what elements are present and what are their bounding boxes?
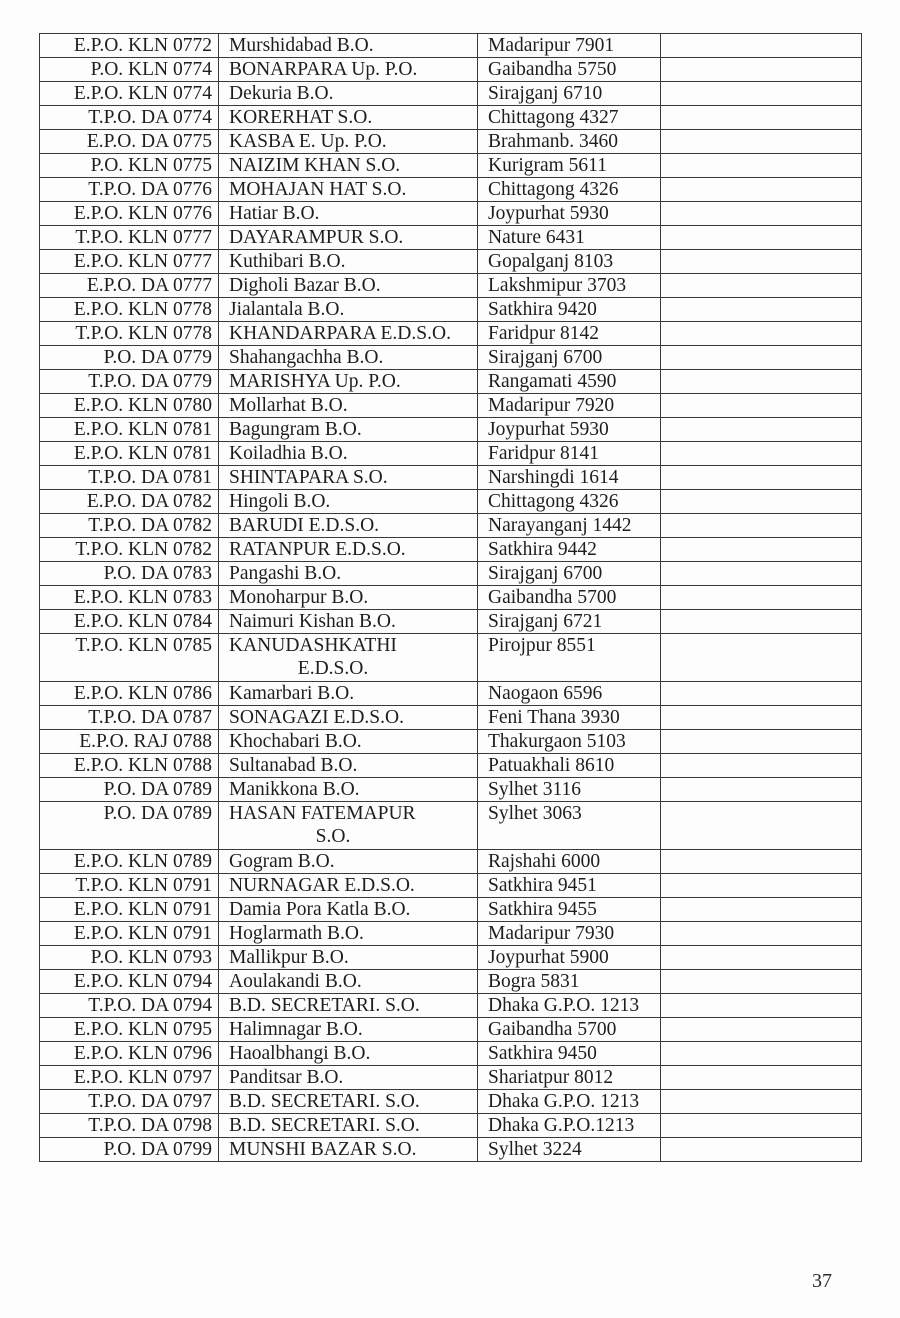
blank-cell <box>661 946 862 970</box>
district-postcode-cell: Joypurhat 5900 <box>478 946 661 970</box>
district-postcode-cell: Nature 6431 <box>478 226 661 250</box>
office-name-cell <box>219 874 478 898</box>
district-postcode-cell: Shariatpur 8012 <box>478 1066 661 1090</box>
office-name-cell <box>219 1090 478 1114</box>
office-name-cell <box>219 538 478 562</box>
office-name: Hingoli B.O. <box>229 491 331 512</box>
office-name: B.D. SECRETARI. S.O. <box>229 995 420 1016</box>
district-postcode-cell: Naogaon 6596 <box>478 682 661 706</box>
blank-cell <box>661 850 862 874</box>
office-name-cell <box>219 994 478 1018</box>
office-code-cell: E.P.O. KLN 0780 <box>40 394 219 418</box>
office-name-cell <box>219 106 478 130</box>
office-name-cell <box>219 418 478 442</box>
blank-cell <box>661 346 862 370</box>
table-row <box>40 994 862 1018</box>
blank-cell <box>661 610 862 634</box>
office-name-cell <box>219 1138 478 1162</box>
table-row <box>40 202 862 226</box>
office-code-cell: E.P.O. DA 0782 <box>40 490 219 514</box>
office-code-cell: P.O. DA 0783 <box>40 562 219 586</box>
office-code-cell: E.P.O. KLN 0784 <box>40 610 219 634</box>
office-name: MARISHYA Up. P.O. <box>229 371 401 392</box>
office-name-cell <box>219 706 478 730</box>
office-name-cell <box>219 1114 478 1138</box>
office-name-cell <box>219 82 478 106</box>
district-postcode-cell: Joypurhat 5930 <box>478 418 661 442</box>
office-name-cell <box>219 610 478 634</box>
blank-cell <box>661 322 862 346</box>
office-code-cell: T.P.O. DA 0782 <box>40 514 219 538</box>
office-name-cell <box>219 682 478 706</box>
blank-cell <box>661 106 862 130</box>
table-row <box>40 130 862 154</box>
table-row <box>40 250 862 274</box>
office-name-cell <box>219 466 478 490</box>
district-postcode-cell: Patuakhali 8610 <box>478 754 661 778</box>
office-code-cell: E.P.O. KLN 0776 <box>40 202 219 226</box>
district-postcode-cell: Dhaka G.P.O. 1213 <box>478 994 661 1018</box>
office-name-cell <box>219 1018 478 1042</box>
blank-cell <box>661 514 862 538</box>
district-postcode-cell: Madaripur 7920 <box>478 394 661 418</box>
office-name-cell <box>219 130 478 154</box>
office-code-cell: T.P.O. DA 0774 <box>40 106 219 130</box>
table-row <box>40 946 862 970</box>
district-postcode-cell: Rangamati 4590 <box>478 370 661 394</box>
blank-cell <box>661 1066 862 1090</box>
blank-cell <box>661 1114 862 1138</box>
office-name: Bagungram B.O. <box>229 419 362 440</box>
office-name: RATANPUR E.D.S.O. <box>229 539 406 560</box>
table-row <box>40 1018 862 1042</box>
office-name: Murshidabad B.O. <box>229 35 374 56</box>
blank-cell <box>661 394 862 418</box>
blank-cell <box>661 226 862 250</box>
office-code-cell: E.P.O. KLN 0796 <box>40 1042 219 1066</box>
office-name-cell <box>219 754 478 778</box>
office-name-cell <box>219 514 478 538</box>
office-code-cell: T.P.O. DA 0794 <box>40 994 219 1018</box>
office-name: NURNAGAR E.D.S.O. <box>229 875 415 896</box>
office-name: Damia Pora Katla B.O. <box>229 899 411 920</box>
table-row <box>40 514 862 538</box>
office-name-cell <box>219 922 478 946</box>
office-code-cell: E.P.O. KLN 0788 <box>40 754 219 778</box>
district-postcode-cell: Madaripur 7930 <box>478 922 661 946</box>
office-code-cell: T.P.O. DA 0781 <box>40 466 219 490</box>
table-row <box>40 538 862 562</box>
office-name-cell <box>219 250 478 274</box>
table-row <box>40 322 862 346</box>
office-name-cell <box>219 274 478 298</box>
office-name: Koiladhia B.O. <box>229 443 348 464</box>
office-code-cell: P.O. DA 0789 <box>40 778 219 802</box>
blank-cell <box>661 874 862 898</box>
office-code-cell: T.P.O. KLN 0785 <box>40 634 219 682</box>
table-row <box>40 634 862 682</box>
blank-cell <box>661 1042 862 1066</box>
district-postcode-cell: Dhaka G.P.O. 1213 <box>478 1090 661 1114</box>
table-row <box>40 802 862 850</box>
office-name: SHINTAPARA S.O. <box>229 467 388 488</box>
district-postcode-cell: Bogra 5831 <box>478 970 661 994</box>
blank-cell <box>661 418 862 442</box>
district-postcode-cell: Chittagong 4326 <box>478 178 661 202</box>
office-name: KHANDARPARA E.D.S.O. <box>229 323 451 344</box>
district-postcode-cell: Thakurgaon 5103 <box>478 730 661 754</box>
office-name-cell <box>219 946 478 970</box>
district-postcode-cell: Chittagong 4327 <box>478 106 661 130</box>
table-row <box>40 562 862 586</box>
office-code-cell: P.O. KLN 0775 <box>40 154 219 178</box>
blank-cell <box>661 34 862 58</box>
blank-cell <box>661 562 862 586</box>
office-name: Mallikpur B.O. <box>229 947 349 968</box>
office-code-cell: T.P.O. DA 0797 <box>40 1090 219 1114</box>
office-name: MOHAJAN HAT S.O. <box>229 179 407 200</box>
office-name: KANUDASHKATHI <box>229 635 397 656</box>
table-row <box>40 898 862 922</box>
office-code-cell: T.P.O. DA 0779 <box>40 370 219 394</box>
table-row <box>40 106 862 130</box>
office-code-cell: E.P.O. KLN 0795 <box>40 1018 219 1042</box>
office-code-cell: E.P.O. KLN 0781 <box>40 418 219 442</box>
table-row <box>40 154 862 178</box>
office-name-cell <box>219 298 478 322</box>
page-number: 37 <box>812 1270 832 1292</box>
office-code-cell: T.P.O. DA 0787 <box>40 706 219 730</box>
district-postcode-cell: Sirajganj 6721 <box>478 610 661 634</box>
office-name-cell <box>219 154 478 178</box>
blank-cell <box>661 490 862 514</box>
office-code-cell: P.O. DA 0789 <box>40 802 219 850</box>
blank-cell <box>661 370 862 394</box>
office-code-cell: E.P.O. KLN 0783 <box>40 586 219 610</box>
office-code-cell: E.P.O. KLN 0774 <box>40 82 219 106</box>
office-name: MUNSHI BAZAR S.O. <box>229 1139 417 1160</box>
office-code-cell: T.P.O. KLN 0777 <box>40 226 219 250</box>
blank-cell <box>661 970 862 994</box>
office-name: B.D. SECRETARI. S.O. <box>229 1091 420 1112</box>
table-row <box>40 226 862 250</box>
table-row <box>40 58 862 82</box>
district-postcode-cell: Pirojpur 8551 <box>478 634 661 682</box>
office-name: Hatiar B.O. <box>229 203 320 224</box>
table-row <box>40 682 862 706</box>
district-postcode-cell: Satkhira 9442 <box>478 538 661 562</box>
district-postcode-cell: Madaripur 7901 <box>478 34 661 58</box>
office-code-cell: P.O. KLN 0793 <box>40 946 219 970</box>
office-name-cell <box>219 58 478 82</box>
table-row <box>40 610 862 634</box>
office-name: DAYARAMPUR S.O. <box>229 227 404 248</box>
table-row <box>40 730 862 754</box>
office-name-cell <box>219 394 478 418</box>
office-code-cell: E.P.O. KLN 0772 <box>40 34 219 58</box>
district-postcode-cell: Joypurhat 5930 <box>478 202 661 226</box>
office-name-cell <box>219 202 478 226</box>
office-name-cell <box>219 1066 478 1090</box>
office-code-cell: T.P.O. KLN 0778 <box>40 322 219 346</box>
district-postcode-cell: Satkhira 9455 <box>478 898 661 922</box>
district-postcode-cell: Faridpur 8141 <box>478 442 661 466</box>
office-name: SONAGAZI E.D.S.O. <box>229 707 404 728</box>
blank-cell <box>661 706 862 730</box>
office-name-cell <box>219 34 478 58</box>
table-body <box>40 34 862 1162</box>
office-name-cell <box>219 322 478 346</box>
office-name-cell <box>219 490 478 514</box>
table-row <box>40 874 862 898</box>
blank-cell <box>661 730 862 754</box>
district-postcode-cell: Gaibandha 5700 <box>478 586 661 610</box>
office-name-cell <box>219 1042 478 1066</box>
office-name: Aoulakandi B.O. <box>229 971 362 992</box>
office-code-cell: E.P.O. KLN 0797 <box>40 1066 219 1090</box>
blank-cell <box>661 154 862 178</box>
office-name: Kamarbari B.O. <box>229 683 355 704</box>
district-postcode-cell: Lakshmipur 3703 <box>478 274 661 298</box>
table-row <box>40 970 862 994</box>
district-postcode-cell: Narshingdi 1614 <box>478 466 661 490</box>
blank-cell <box>661 298 862 322</box>
blank-cell <box>661 178 862 202</box>
table-row <box>40 370 862 394</box>
district-postcode-cell: Narayanganj 1442 <box>478 514 661 538</box>
blank-cell <box>661 82 862 106</box>
table-row <box>40 490 862 514</box>
blank-cell <box>661 1138 862 1162</box>
district-postcode-cell: Sirajganj 6710 <box>478 82 661 106</box>
district-postcode-cell: Rajshahi 6000 <box>478 850 661 874</box>
blank-cell <box>661 922 862 946</box>
office-name: BARUDI E.D.S.O. <box>229 515 380 536</box>
table-row <box>40 298 862 322</box>
district-postcode-cell: Gaibandha 5750 <box>478 58 661 82</box>
office-name: NAIZIM KHAN S.O. <box>229 155 401 176</box>
office-code-cell: E.P.O. KLN 0786 <box>40 682 219 706</box>
office-name: Pangashi B.O. <box>229 563 342 584</box>
office-name: KORERHAT S.O. <box>229 107 373 128</box>
table-row <box>40 850 862 874</box>
table-row <box>40 178 862 202</box>
office-name-cell <box>219 178 478 202</box>
post-office-table <box>39 33 862 1162</box>
table-row <box>40 274 862 298</box>
district-postcode-cell: Kurigram 5611 <box>478 154 661 178</box>
district-postcode-cell: Sylhet 3116 <box>478 778 661 802</box>
office-code-cell: E.P.O. DA 0777 <box>40 274 219 298</box>
district-postcode-cell: Brahmanb. 3460 <box>478 130 661 154</box>
table-row <box>40 586 862 610</box>
office-name-cell <box>219 562 478 586</box>
office-name-cell <box>219 634 478 682</box>
office-name-cell <box>219 850 478 874</box>
district-postcode-cell: Satkhira 9451 <box>478 874 661 898</box>
office-name: KASBA E. Up. P.O. <box>229 131 387 152</box>
blank-cell <box>661 250 862 274</box>
office-code-cell: E.P.O. KLN 0789 <box>40 850 219 874</box>
table-row <box>40 418 862 442</box>
table-row <box>40 778 862 802</box>
blank-cell <box>661 634 862 682</box>
blank-cell <box>661 898 862 922</box>
office-name: Jialantala B.O. <box>229 299 345 320</box>
district-postcode-cell: Sirajganj 6700 <box>478 346 661 370</box>
office-name-cell <box>219 442 478 466</box>
district-postcode-cell: Sirajganj 6700 <box>478 562 661 586</box>
table-row <box>40 706 862 730</box>
office-code-cell: E.P.O. KLN 0777 <box>40 250 219 274</box>
office-name-cell <box>219 898 478 922</box>
table-row <box>40 34 862 58</box>
office-name: Panditsar B.O. <box>229 1067 344 1088</box>
office-code-cell: E.P.O. KLN 0781 <box>40 442 219 466</box>
table-row <box>40 1042 862 1066</box>
office-code-cell: E.P.O. DA 0775 <box>40 130 219 154</box>
office-name: Monoharpur B.O. <box>229 587 369 608</box>
office-code-cell: E.P.O. KLN 0778 <box>40 298 219 322</box>
office-name-cell <box>219 730 478 754</box>
blank-cell <box>661 130 862 154</box>
office-name: Sultanabad B.O. <box>229 755 358 776</box>
office-code-cell: T.P.O. KLN 0782 <box>40 538 219 562</box>
district-postcode-cell: Faridpur 8142 <box>478 322 661 346</box>
blank-cell <box>661 1090 862 1114</box>
blank-cell <box>661 274 862 298</box>
office-name-cell <box>219 346 478 370</box>
office-name-cell <box>219 970 478 994</box>
office-code-cell: T.P.O. DA 0776 <box>40 178 219 202</box>
office-code-cell: T.P.O. KLN 0791 <box>40 874 219 898</box>
table-row <box>40 466 862 490</box>
office-name-cell <box>219 370 478 394</box>
office-name: Hoglarmath B.O. <box>229 923 364 944</box>
office-name: Shahangachha B.O. <box>229 347 384 368</box>
blank-cell <box>661 442 862 466</box>
office-name: HASAN FATEMAPUR <box>229 803 416 824</box>
table-row <box>40 1114 862 1138</box>
office-code-cell: E.P.O. KLN 0794 <box>40 970 219 994</box>
office-name: B.D. SECRETARI. S.O. <box>229 1115 420 1136</box>
district-postcode-cell: Gaibandha 5700 <box>478 1018 661 1042</box>
table-row <box>40 346 862 370</box>
table-row <box>40 1066 862 1090</box>
office-name-cell <box>219 802 478 850</box>
blank-cell <box>661 58 862 82</box>
blank-cell <box>661 754 862 778</box>
district-postcode-cell: Dhaka G.P.O.1213 <box>478 1114 661 1138</box>
office-code-cell: P.O. DA 0779 <box>40 346 219 370</box>
blank-cell <box>661 682 862 706</box>
district-postcode-cell: Sylhet 3063 <box>478 802 661 850</box>
office-code-cell: P.O. KLN 0774 <box>40 58 219 82</box>
office-name: Khochabari B.O. <box>229 731 362 752</box>
district-postcode-cell: Sylhet 3224 <box>478 1138 661 1162</box>
table-row <box>40 754 862 778</box>
blank-cell <box>661 586 862 610</box>
office-code-cell: E.P.O. RAJ 0788 <box>40 730 219 754</box>
office-name-cell <box>219 586 478 610</box>
district-postcode-cell: Satkhira 9420 <box>478 298 661 322</box>
office-name: Manikkona B.O. <box>229 779 360 800</box>
office-name: Haoalbhangi B.O. <box>229 1043 371 1064</box>
office-name: Kuthibari B.O. <box>229 251 346 272</box>
blank-cell <box>661 202 862 226</box>
office-name: Gogram B.O. <box>229 851 335 872</box>
blank-cell <box>661 802 862 850</box>
district-postcode-cell: Satkhira 9450 <box>478 1042 661 1066</box>
blank-cell <box>661 1018 862 1042</box>
blank-cell <box>661 994 862 1018</box>
office-name-cell <box>219 226 478 250</box>
office-name: Halimnagar B.O. <box>229 1019 363 1040</box>
blank-cell <box>661 778 862 802</box>
office-name: Mollarhat B.O. <box>229 395 348 416</box>
office-code-cell: E.P.O. KLN 0791 <box>40 898 219 922</box>
district-postcode-cell: Feni Thana 3930 <box>478 706 661 730</box>
table-row <box>40 1090 862 1114</box>
table-row <box>40 1138 862 1162</box>
district-postcode-cell: Gopalganj 8103 <box>478 250 661 274</box>
office-name-continuation: S.O. <box>315 826 351 847</box>
office-name: BONARPARA Up. P.O. <box>229 59 418 80</box>
table-row <box>40 82 862 106</box>
office-name-continuation: E.D.S.O. <box>297 658 369 679</box>
table-row <box>40 442 862 466</box>
office-name: Digholi Bazar B.O. <box>229 275 381 296</box>
blank-cell <box>661 538 862 562</box>
table-row <box>40 394 862 418</box>
office-name: Dekuria B.O. <box>229 83 334 104</box>
blank-cell <box>661 466 862 490</box>
office-name: Naimuri Kishan B.O. <box>229 611 396 632</box>
office-name-cell <box>219 778 478 802</box>
district-postcode-cell: Chittagong 4326 <box>478 490 661 514</box>
table-row <box>40 922 862 946</box>
office-code-cell: T.P.O. DA 0798 <box>40 1114 219 1138</box>
office-code-cell: E.P.O. KLN 0791 <box>40 922 219 946</box>
office-code-cell: P.O. DA 0799 <box>40 1138 219 1162</box>
